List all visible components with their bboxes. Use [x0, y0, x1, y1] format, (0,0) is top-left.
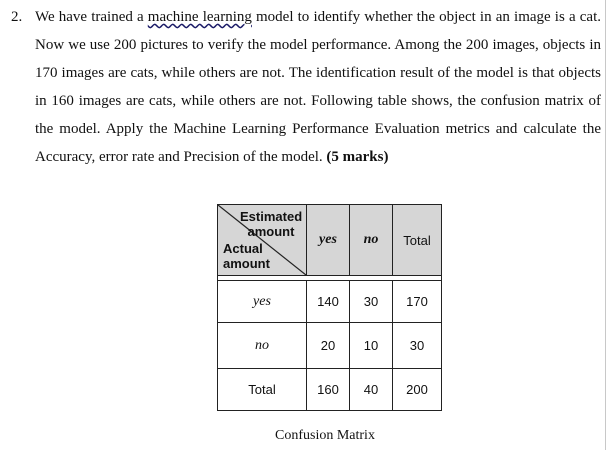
underlined-term: machine learning [147, 9, 252, 25]
table-cell: 140 [307, 281, 350, 323]
table-cell: 200 [393, 369, 442, 411]
table-cell: 10 [350, 323, 393, 369]
corner-top-label: Estimated amount [240, 209, 303, 239]
table-cell: 20 [307, 323, 350, 369]
table-cell: 30 [350, 281, 393, 323]
page-border-right [605, 0, 606, 450]
table-row [218, 323, 442, 369]
question-text-part1: We have trained a [35, 9, 148, 25]
question-text [35, 3, 601, 171]
row-label-yes: yes [218, 281, 307, 323]
corner-bottom-label: Actual amount [223, 241, 270, 271]
row-label-total: Total [218, 369, 307, 411]
table-cell: 30 [393, 323, 442, 369]
table-row [218, 281, 442, 323]
question-text-part2: model to identify whether the object in an image is a cat. Now we use 200 pictures to verify the model performance. Among the 200 images, objects in 170 images are cats, while others are not. The identification result of the model is that objects in 160 images are cats, while others are not. Following table shows, the confusion matrix of the model. Apply the Machine Learning Performance Evaluation metrics and calculate the Accuracy, error rate and Precision of the model. [35, 9, 601, 165]
header-row [218, 205, 442, 276]
table-caption: Confusion Matrix [275, 428, 375, 443]
question-number: 2. [11, 9, 23, 25]
col-header-no: no [350, 205, 393, 276]
table-cell: 160 [307, 369, 350, 411]
corner-cell [218, 205, 307, 276]
table-cell: 170 [393, 281, 442, 323]
marks-label: (5 marks) [326, 149, 389, 165]
col-header-yes: yes [307, 205, 350, 276]
table-row [218, 369, 442, 411]
row-label-no: no [218, 323, 307, 369]
col-header-total: Total [393, 205, 442, 276]
confusion-matrix-table [217, 204, 442, 411]
table-cell: 40 [350, 369, 393, 411]
